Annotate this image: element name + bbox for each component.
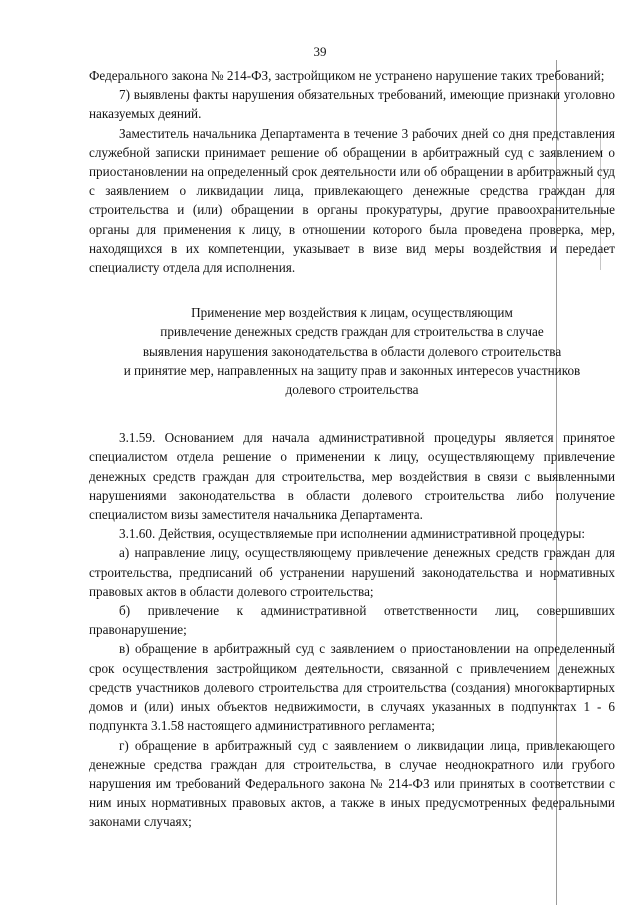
section-heading-line: долевого строительства — [285, 382, 419, 398]
page-number: 39 — [313, 44, 327, 59]
paragraph: Федерального закона № 214-ФЗ, застройщиком не устранено нарушение таких требований; — [89, 68, 605, 83]
section-heading-line: привлечение денежных средств граждан для строительства в случае — [160, 324, 544, 340]
section-heading-line: выявления нарушения законодательства в области долевого строительства — [142, 343, 562, 359]
section-heading-line: Применение мер воздействия к лицам, осуществляющим — [191, 305, 513, 321]
paragraph: 3.1.60. Действия, осуществляемые при исполнении административной процедуры: — [119, 526, 586, 542]
paragraph: 3.1.59. Основанием для начала административной процедуры является принятое специалистом отдела решение о применении к лицу, осуществляющему привлечение денежных средств граждан для строительства, мер воздействия в связи с выявленными нарушениями законодательства в области долевого строительства либо получение специалистом визы заместителя начальника Департамента. — [89, 430, 615, 523]
document-body — [89, 66, 615, 832]
paragraph: а) направление лицу, осуществляющему привлечение денежных средств граждан для строительства, предписаний об устранении нарушений законодательства и нормативных правовых актов в области долевого строительства; — [89, 545, 615, 599]
section-heading-line: и принятие мер, направленных на защиту прав и законных интересов участников — [123, 362, 581, 378]
paragraph: б) привлечение к административной ответственности лиц, совершивших правонарушение; — [89, 603, 615, 638]
section-heading — [89, 303, 615, 399]
paragraph: 7) выявлены факты нарушения обязательных требований, имеющие признаки уголовно наказуемых деяний. — [89, 87, 615, 122]
paragraph: г) обращение в арбитражный суд с заявлением о ликвидации лица, привлекающего денежные средства граждан для строительства, в случае неоднократного или грубого нарушения им требований Федерального закона № 214-ФЗ или принятых в соответствии с ним иных нормативных правовых актов, а также в иных предусмотренных федеральными законами случаях; — [89, 737, 615, 830]
paragraph: в) обращение в арбитражный суд с заявлением о приостановлении на определенный срок осуществления застройщиком деятельности, связанной с привлечением денежных средств участников долевого строительства для строительства (создания) многоквартирных домов и (или) иных объектов недвижимости, в случаях указанных в подпунктах 1 - 6 подпункта 3.1.58 настоящего административного регламента; — [89, 641, 615, 734]
paragraph: Заместитель начальника Департамента в течение 3 рабочих дней со дня представления служебной записки принимает решение об обращении в арбитражный суд с заявлением о приостановлении на определенный срок деятельности или об обращении в арбитражный суд с заявлением о ликвидации лица, привлекающего денежные средства граждан для строительства и (или) обращении в органы прокуратуры, другие правоохранительные органы для применения к лицу, в отношении которого была проведена проверка, мер, находящихся в их компетенции, указывает в визе вид меры воздействия и передает специалисту отдела для исполнения. — [89, 125, 615, 276]
